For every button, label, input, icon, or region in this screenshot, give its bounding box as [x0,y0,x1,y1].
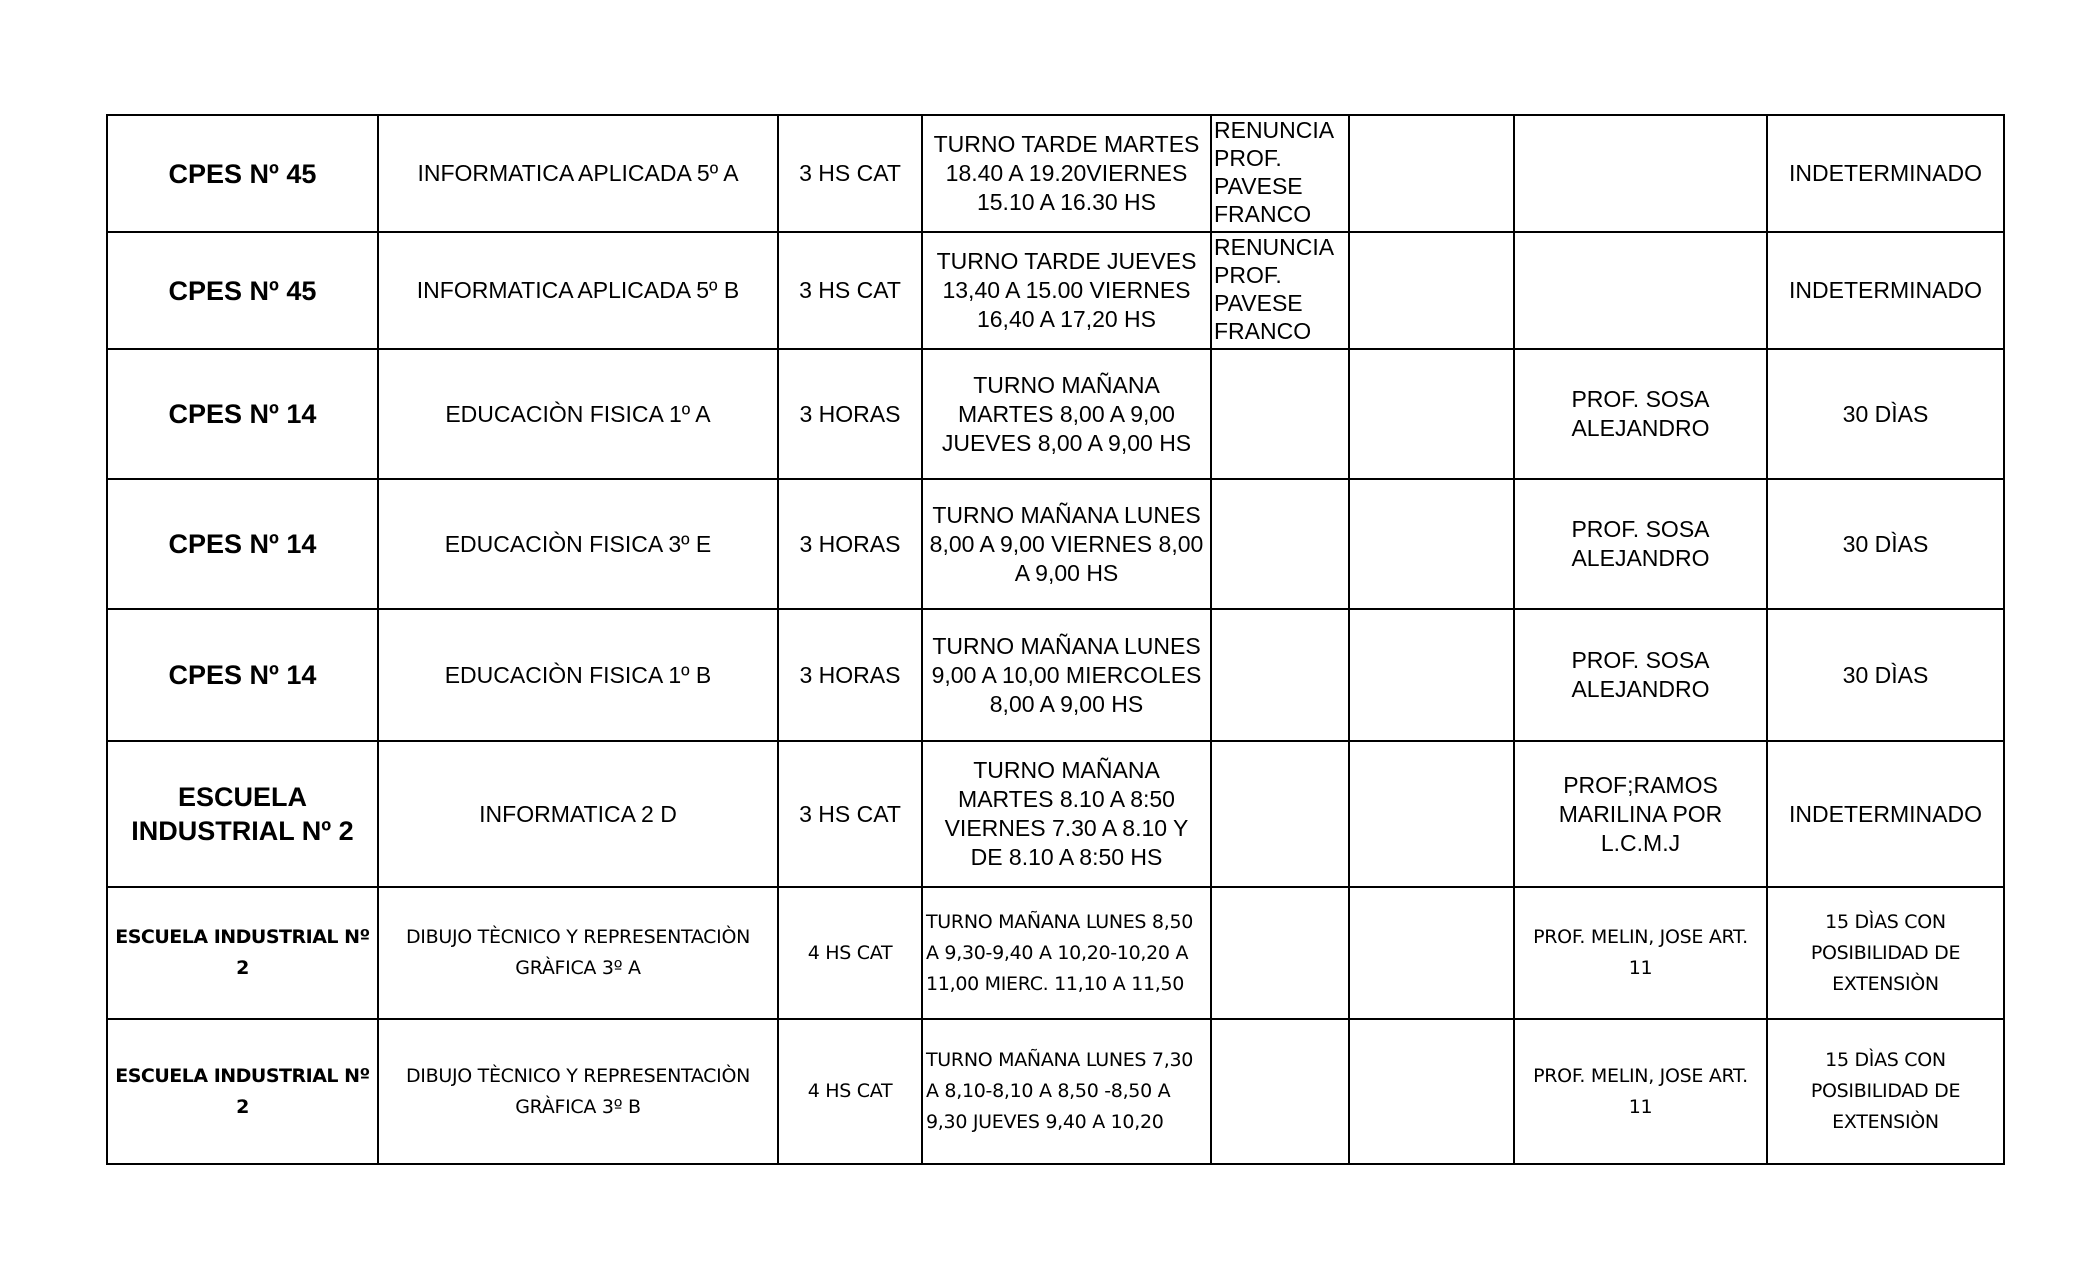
reason-cell: RENUNCIA PROF. PAVESE FRANCO [1211,115,1349,232]
subject-cell: EDUCACIÒN FISICA 1º A [378,349,778,479]
hours-cell: 3 HORAS [778,479,922,609]
school-cell: CPES Nº 14 [107,609,378,741]
table-row [107,741,2004,887]
duration-cell: INDETERMINADO [1767,115,2004,232]
schedule-cell: TURNO MAÑANA MARTES 8,00 A 9,00 JUEVES 8,00 A 9,00 HS [922,349,1211,479]
empty-cell [1349,232,1514,349]
hours-cell: 4 HS CAT [778,887,922,1019]
duration-cell: 30 DÌAS [1767,609,2004,741]
hours-cell: 4 HS CAT [778,1019,922,1164]
teacher-cell: PROF;RAMOS MARILINA POR L.C.M.J [1514,741,1767,887]
teacher-cell: PROF. SOSA ALEJANDRO [1514,479,1767,609]
reason-cell [1211,479,1349,609]
empty-cell [1349,609,1514,741]
reason-cell [1211,887,1349,1019]
subject-cell: INFORMATICA APLICADA 5º B [378,232,778,349]
reason-cell [1211,741,1349,887]
reason-cell [1211,1019,1349,1164]
subject-cell: INFORMATICA APLICADA 5º A [378,115,778,232]
table-row [107,232,2004,349]
empty-cell [1349,115,1514,232]
duration-cell: 15 DÌAS CON POSIBILIDAD DE EXTENSIÒN [1767,887,2004,1019]
subject-cell: DIBUJO TÈCNICO Y REPRESENTACIÒN GRÀFICA 3º B [378,1019,778,1164]
duration-cell: 30 DÌAS [1767,349,2004,479]
empty-cell [1349,741,1514,887]
empty-cell [1349,887,1514,1019]
schedule-cell: TURNO MAÑANA LUNES 7,30 A 8,10-8,10 A 8,50 -8,50 A 9,30 JUEVES 9,40 A 10,20 [922,1019,1211,1164]
hours-cell: 3 HS CAT [778,232,922,349]
teacher-cell [1514,115,1767,232]
duration-cell: 15 DÌAS CON POSIBILIDAD DE EXTENSIÒN [1767,1019,2004,1164]
hours-cell: 3 HORAS [778,609,922,741]
teacher-cell [1514,232,1767,349]
empty-cell [1349,349,1514,479]
table-row [107,479,2004,609]
schedule-cell: TURNO TARDE MARTES 18.40 A 19.20VIERNES 15.10 A 16.30 HS [922,115,1211,232]
duration-cell: INDETERMINADO [1767,741,2004,887]
subject-cell: EDUCACIÒN FISICA 3º E [378,479,778,609]
hours-cell: 3 HS CAT [778,115,922,232]
school-cell: ESCUELA INDUSTRIAL Nº 2 [107,741,378,887]
vacancies-table [106,114,2005,1165]
teacher-cell: PROF. MELIN, JOSE ART. 11 [1514,1019,1767,1164]
teacher-cell: PROF. MELIN, JOSE ART. 11 [1514,887,1767,1019]
school-cell: ESCUELA INDUSTRIAL Nº 2 [107,887,378,1019]
hours-cell: 3 HS CAT [778,741,922,887]
school-cell: CPES Nº 14 [107,479,378,609]
schedule-cell: TURNO MAÑANA LUNES 9,00 A 10,00 MIERCOLES 8,00 A 9,00 HS [922,609,1211,741]
schedule-cell: TURNO MAÑANA LUNES 8,00 A 9,00 VIERNES 8,00 A 9,00 HS [922,479,1211,609]
subject-cell: INFORMATICA 2 D [378,741,778,887]
duration-cell: INDETERMINADO [1767,232,2004,349]
hours-cell: 3 HORAS [778,349,922,479]
school-cell: ESCUELA INDUSTRIAL Nº 2 [107,1019,378,1164]
school-cell: CPES Nº 45 [107,232,378,349]
school-cell: CPES Nº 14 [107,349,378,479]
table-row [107,609,2004,741]
schedule-cell: TURNO MAÑANA MARTES 8.10 A 8:50 VIERNES 7.30 A 8.10 Y DE 8.10 A 8:50 HS [922,741,1211,887]
table-row [107,349,2004,479]
empty-cell [1349,1019,1514,1164]
duration-cell: 30 DÌAS [1767,479,2004,609]
school-cell: CPES Nº 45 [107,115,378,232]
reason-cell [1211,609,1349,741]
reason-cell [1211,349,1349,479]
teacher-cell: PROF. SOSA ALEJANDRO [1514,609,1767,741]
schedule-cell: TURNO MAÑANA LUNES 8,50 A 9,30-9,40 A 10,20-10,20 A 11,00 MIERC. 11,10 A 11,50 [922,887,1211,1019]
teacher-cell: PROF. SOSA ALEJANDRO [1514,349,1767,479]
table-row [107,115,2004,232]
subject-cell: DIBUJO TÈCNICO Y REPRESENTACIÒN GRÀFICA 3º A [378,887,778,1019]
reason-cell: RENUNCIA PROF. PAVESE FRANCO [1211,232,1349,349]
table-row [107,1019,2004,1164]
table-row [107,887,2004,1019]
subject-cell: EDUCACIÒN FISICA 1º B [378,609,778,741]
schedule-cell: TURNO TARDE JUEVES 13,40 A 15.00 VIERNES 16,40 A 17,20 HS [922,232,1211,349]
empty-cell [1349,479,1514,609]
